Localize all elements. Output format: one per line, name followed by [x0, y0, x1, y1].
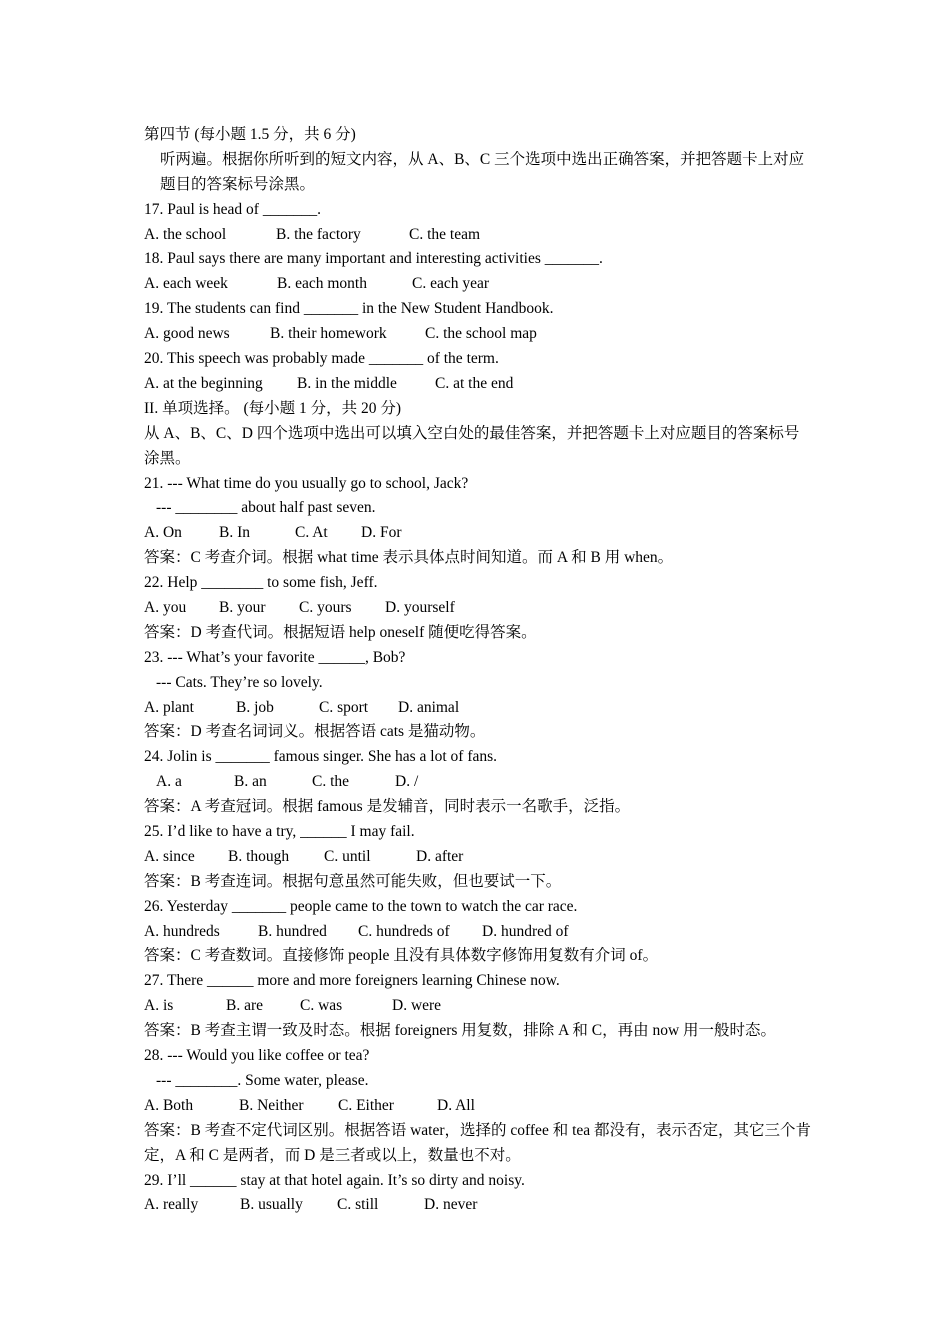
- question-23-reply: --- Cats. They’re so lovely.: [156, 673, 323, 691]
- section-heading: 第四节 (每小题 1.5 分，共 6 分): [144, 126, 356, 143]
- option-b: B. each month: [277, 275, 367, 293]
- option-a: A. good news: [144, 325, 230, 343]
- question-29-stem: 29. I’ll ______ stay at that hotel again. It’s so dirty and noisy.: [144, 1171, 525, 1189]
- option-a: A. at the beginning: [144, 374, 263, 392]
- question-25-stem: 25. I’d like to have a try, ______ I may fail.: [144, 823, 415, 840]
- question-19-stem: 19. The students can find _______ in the New Student Handbook.: [144, 300, 554, 318]
- question-20-options: [144, 372, 814, 397]
- option-b: B. an: [234, 773, 267, 791]
- option-c: C. until: [324, 847, 371, 865]
- option-b: B. Neither: [239, 1096, 304, 1114]
- question-24-options: [144, 770, 814, 795]
- option-a: A. Both: [144, 1096, 194, 1114]
- option-b: B. usually: [240, 1196, 303, 1214]
- question-18-stem: 18. Paul says there are many important and interesting activities _______.: [144, 250, 603, 268]
- option-a: A. On: [144, 524, 182, 542]
- option-a: A. really: [144, 1196, 199, 1214]
- question-22-stem: 22. Help ________ to some fish, Jeff.: [144, 574, 378, 592]
- option-d: D. after: [416, 847, 464, 865]
- option-d: D. yourself: [385, 598, 455, 616]
- question-26-answer: 答案：C 考查数词。直接修饰 people 且没有具体数字修饰用复数有介词 of。: [144, 947, 659, 965]
- question-29-options: [144, 1193, 814, 1218]
- option-a: A. you: [144, 598, 187, 616]
- option-a: A. the school: [144, 225, 227, 243]
- option-c: C. the: [312, 773, 350, 791]
- option-c: C. at the end: [435, 374, 514, 392]
- question-25-answer: 答案：B 考查连词。根据句意虽然可能失败，但也要试一下。: [144, 872, 562, 890]
- option-b: B. hundred: [258, 922, 327, 940]
- option-c: C. At: [295, 524, 328, 542]
- option-b: B. are: [226, 997, 264, 1015]
- question-25-options: [144, 845, 814, 870]
- question-24-answer: 答案：A 考查冠词。根据 famous 是发辅音，同时表示一名歌手，泛指。: [144, 798, 631, 816]
- option-b: B. the factory: [276, 225, 361, 243]
- option-d: D. hundred of: [482, 922, 569, 940]
- question-28-answer: 答案：B 考查不定代词区别。根据答语 water，选择的 coffee 和 tea 都没有，表示否定，其它三个肯定，A 和 C 是两者，而 D 是三者或以上，数量也不对。: [144, 1121, 812, 1164]
- document-page: [144, 123, 814, 1218]
- part-2-instruction: 从 A、B、C、D 四个选项中选出可以填入空白处的最佳答案，并把答题卡上对应题目的答案标号涂黑。: [144, 424, 800, 467]
- part-2-heading: II. 单项选择。 (每小题 1 分，共 20 分): [144, 399, 402, 417]
- option-a: A. is: [144, 997, 174, 1015]
- option-b: B. in the middle: [297, 374, 397, 392]
- option-c: C. sport: [319, 698, 369, 716]
- option-c: C. each year: [412, 275, 490, 293]
- question-27-stem: 27. There ______ more and more foreigners learning Chinese now.: [144, 972, 560, 990]
- option-c: C. was: [300, 997, 343, 1015]
- option-d: D. For: [361, 524, 402, 542]
- question-24-stem: 24. Jolin is _______ famous singer. She has a lot of fans.: [144, 748, 498, 766]
- question-19-options: [144, 322, 814, 347]
- question-21-options: [144, 521, 814, 546]
- question-17-stem: 17. Paul is head of _______.: [144, 200, 321, 218]
- question-27-options: [144, 994, 814, 1019]
- option-c: C. yours: [299, 598, 352, 616]
- option-c: C. the team: [409, 225, 481, 243]
- option-b: B. though: [228, 847, 290, 865]
- option-d: D. never: [424, 1196, 478, 1214]
- option-a: A. since: [144, 847, 195, 865]
- question-23-options: [144, 696, 814, 721]
- question-23-stem: 23. --- What’s your favorite ______, Bob?: [144, 648, 406, 666]
- option-b: B. their homework: [270, 325, 387, 343]
- option-d: D. /: [395, 773, 419, 791]
- question-28-stem: 28. --- Would you like coffee or tea?: [144, 1047, 370, 1065]
- option-b: B. job: [236, 698, 274, 716]
- option-b: B. your: [219, 598, 266, 616]
- option-d: D. All: [437, 1096, 475, 1114]
- option-b: B. In: [219, 524, 250, 542]
- question-26-options: [144, 920, 814, 945]
- section-instruction: 听两遍。根据你所听到的短文内容，从 A、B、C 三个选项中选出正确答案，并把答题卡上对应题目的答案标号涂黑。: [160, 150, 805, 193]
- option-d: D. were: [392, 997, 442, 1015]
- question-20-stem: 20. This speech was probably made _______ of the term.: [144, 350, 499, 368]
- question-21-reply: --- ________ about half past seven.: [156, 499, 376, 517]
- option-d: D. animal: [398, 698, 460, 716]
- question-27-answer: 答案：B 考查主谓一致及时态。根据 foreigners 用复数，排除 A 和 C，再由 now 用一般时态。: [144, 1022, 777, 1040]
- question-26-stem: 26. Yesterday _______ people came to the town to watch the car race.: [144, 897, 578, 915]
- question-18-options: [144, 272, 814, 297]
- question-23-answer: 答案：D 考查名词词义。根据答语 cats 是猫动物。: [144, 723, 486, 741]
- question-22-options: [144, 596, 814, 621]
- option-c: C. still: [337, 1196, 379, 1214]
- option-a: A. each week: [144, 275, 228, 293]
- option-a: A. hundreds: [144, 922, 220, 940]
- question-21-answer: 答案：C 考查介词。根据 what time 表示具体点时间知道。而 A 和 B 用 when。: [144, 549, 674, 567]
- option-a: A. plant: [144, 698, 194, 716]
- question-22-answer: 答案：D 考查代词。根据短语 help oneself 随便吃得答案。: [144, 623, 537, 641]
- option-c: C. Either: [338, 1096, 394, 1114]
- question-28-reply: --- ________. Some water, please.: [156, 1071, 369, 1089]
- question-28-options: [144, 1094, 814, 1119]
- option-c: C. the school map: [425, 325, 537, 343]
- question-21-stem: 21. --- What time do you usually go to school, Jack?: [144, 474, 469, 492]
- option-a: A. a: [156, 773, 182, 791]
- question-17-options: [144, 223, 814, 248]
- option-c: C. hundreds of: [358, 922, 450, 940]
